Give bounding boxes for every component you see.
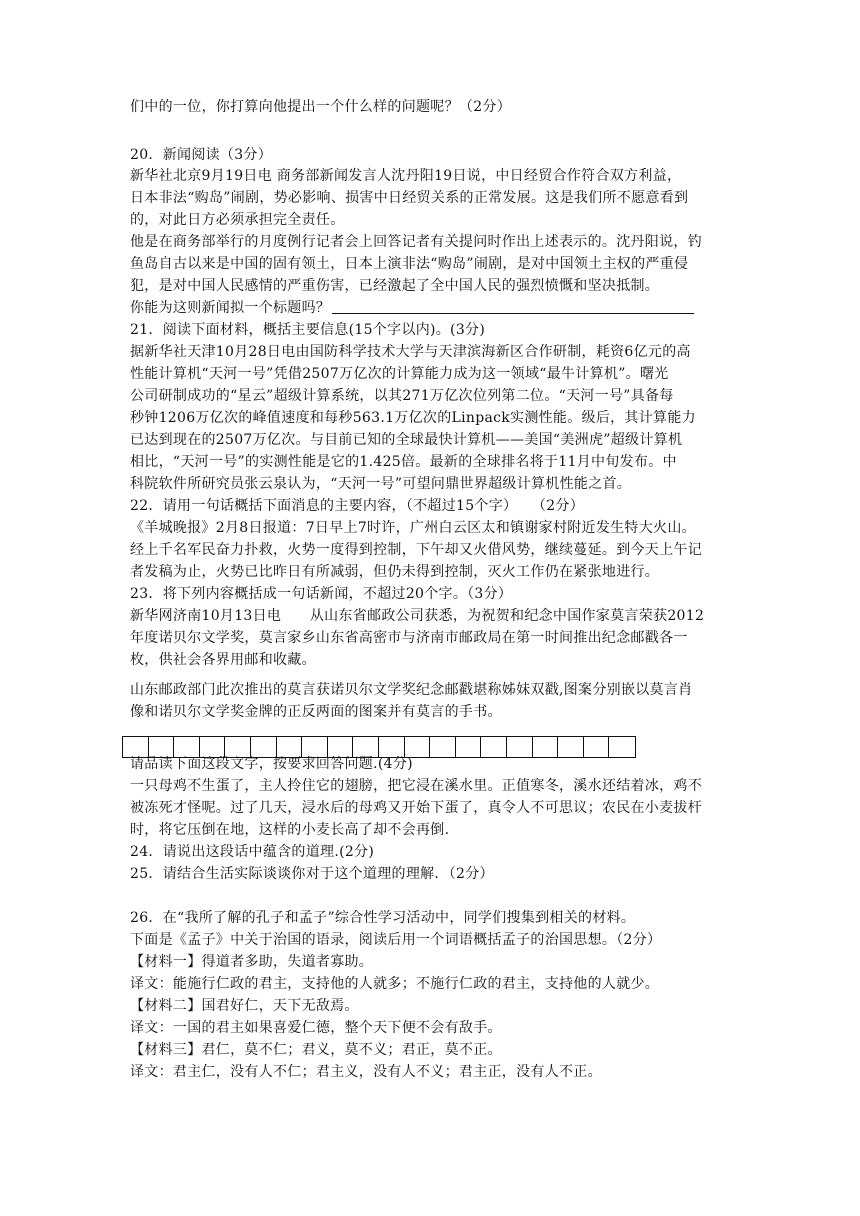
text-line [130, 364, 669, 384]
text-line [130, 1018, 502, 1038]
line-text: 24．请说出这段话中蕴含的道理.(2分) [130, 844, 375, 860]
text-line [130, 798, 702, 818]
text-line [130, 408, 696, 428]
line-text: 犯，是对中国人民感情的严重伤害，已经激起了全中国人民的强烈愤慨和坚决抵制。 [130, 278, 660, 294]
text-line [130, 276, 659, 296]
text-line [130, 386, 674, 406]
line-text: 译文：君主仁，没有人不仁；君主义，没有人不义；君主正，没有人不正。 [130, 1064, 602, 1080]
answer-grid-cell[interactable] [609, 737, 635, 757]
line-text: 公司研制成功的“星云”超级计算系统，以其271万亿次位列第二位。“天河一号”具备每 [130, 388, 674, 404]
line-text: 相比，“天河一号”的实测性能是它的1.425倍。最新的全球排名将于11月中旬发布。中 [130, 454, 677, 470]
text-line [130, 996, 359, 1016]
text-line [130, 650, 316, 670]
line-text: 《羊城晚报》2月8日报道：7日早上7时许，广州白云区太和镇谢家村附近发生特大火山。 [130, 520, 696, 536]
line-text: 23．将下列内容概括成一句话新闻，不超过20个字。（3分） [130, 586, 513, 602]
line-text: 经上千名军民奋力扑救，火势一度得到控制，下午却又火借风势，继续蔓延。到今天上午记 [130, 542, 702, 558]
line-text: 译文：能施行仁政的君主，支持他的人就多；不施行仁政的君主，支持他的人就少。 [130, 976, 660, 992]
text-line [130, 210, 345, 230]
line-text: 【材料一】得道者多助，失道者寡助。 [130, 954, 374, 970]
text-line [130, 754, 413, 774]
line-text: 【材料三】君仁，莫不仁；君义，莫不义；君正，莫不正。 [130, 1042, 502, 1058]
line-text: 秒钟1206万亿次的峰值速度和每秒563.1万亿次的Linpack实测性能。级后，其计算能力 [130, 410, 696, 426]
line-text: 枚，供社会各界用邮和收藏。 [130, 652, 316, 668]
line-text: 22．请用一句话概括下面消息的主要内容，（不超过15个字） （2分） [130, 498, 585, 514]
line-text: 下面是《孟子》中关于治国的语录，阅读后用一个词语概括孟子的治国思想。（2分） [130, 932, 662, 948]
answer-grid-cell[interactable] [507, 737, 533, 757]
text-line [130, 452, 677, 472]
line-text: 日本非法“购岛”闹剧，势必影响、损害中日经贸关系的正常发展。这是我们所不愿意看到 [130, 190, 689, 206]
text-line [130, 430, 682, 450]
line-text: 新华社北京9月19日电 商务部新闻发言人沈丹阳19日说，中日经贸合作符合双方利益， [130, 168, 682, 184]
line-text: 已达到现在的2507万亿次。与目前已知的全球最快计算机——美国“美洲虎”超级计算机 [130, 432, 683, 448]
line-text: 他是在商务部举行的月度例行记者会上回答记者有关提问时作出上述表示的。沈丹阳说，钓 [130, 234, 702, 250]
text-line [130, 776, 702, 796]
answer-grid-cell[interactable] [456, 737, 482, 757]
line-text: 性能计算机“天河一号”凭借2507万亿次的计算能力成为这一领域“最牛计算机”。曙光 [130, 366, 669, 382]
line-text: 山东邮政部门此次推出的莫言获诺贝尔文学奖纪念邮戳堪称姊妹双戳,图案分别嵌以莫言肖 [130, 682, 693, 698]
line-text: 像和诺贝尔文学奖金牌的正反两面的图案并有莫言的手书。 [130, 704, 502, 720]
line-text: 20．新闻阅读（3分） [130, 147, 273, 163]
text-line [130, 606, 704, 626]
text-line [130, 680, 692, 700]
line-text: 译文：一国的君主如果喜爱仁德，整个天下便不会有敌手。 [130, 1020, 502, 1036]
line-text: 鱼岛自古以来是中国的固有领土，日本上演非法“购岛”闹剧，是对中国领土主权的严重侵 [130, 256, 689, 272]
line-text: 科院软件所研究员张云泉认为，“天河一号”可望问鼎世界超级计算机性能之首。 [130, 476, 632, 492]
line-text: 【材料二】国君好仁，天下无敌焉。 [130, 998, 359, 1014]
text-line [130, 1040, 502, 1060]
text-line [130, 342, 691, 362]
text-line [130, 298, 694, 318]
text-line [130, 232, 702, 252]
answer-grid-cell[interactable] [558, 737, 584, 757]
text-line [130, 702, 502, 722]
text-line [130, 254, 688, 274]
line-text: 们中的一位，你打算向他提出一个什么样的问题呢？（2分） [130, 99, 512, 115]
text-line [130, 188, 688, 208]
line-text: 者发稿为止，火势已比昨日有所减弱，但仍未得到控制，灭火工作仍在紧张地进行。 [130, 564, 660, 580]
line-text: 你能为这则新闻拟一个标题吗？ [130, 300, 331, 316]
line-text: 一只母鸡不生蛋了，主人拎住它的翅膀，把它浸在溪水里。正值寒冬，溪水还结着冰，鸡不 [130, 778, 702, 794]
answer-blank[interactable] [332, 299, 694, 314]
line-text: 25．请结合生活实际谈谈你对于这个道理的理解．（2分） [130, 866, 494, 882]
text-line [130, 584, 512, 604]
answer-grid-cell[interactable] [584, 737, 610, 757]
line-text: 26．在“我所了解的孔子和孟子”综合性学习活动中，同学们搜集到相关的材料。 [130, 910, 636, 926]
line-text: 21．阅读下面材料，概括主要信息(15个字以内)。(3分) [130, 322, 486, 338]
text-line [130, 864, 494, 884]
text-line [130, 1062, 602, 1082]
text-line [130, 97, 511, 117]
text-line [130, 952, 373, 972]
answer-grid-cell[interactable] [481, 737, 507, 757]
text-line [130, 320, 485, 340]
line-text: 据新华社天津10月28日电由国防科学技术大学与天津滨海新区合作研制，耗资6亿元的高 [130, 344, 691, 360]
line-text: 的，对此日方必须承担完全责任。 [130, 212, 345, 228]
text-line [130, 166, 681, 186]
line-text: 请品读下面这段文字，按要求回答问题.(4分) [130, 756, 413, 772]
line-text: 被冻死才怪呢。过了几天，浸水后的母鸡又开始下蛋了，真令人不可思议；农民在小麦拔杆 [130, 800, 702, 816]
text-line [130, 628, 688, 648]
line-text: 新华网济南10月13日电 从山东省邮政公司获悉，为祝贺和纪念中国作家莫言荣获2012 [130, 608, 705, 624]
answer-grid-cell[interactable] [533, 737, 559, 757]
answer-grid-cell[interactable] [430, 737, 456, 757]
text-line [130, 518, 696, 538]
line-text: 年度诺贝尔文学奖，莫言家乡山东省高密市与济南市邮政局在第一时间推出纪念邮戳各一 [130, 630, 688, 646]
text-line [130, 930, 661, 950]
text-line [130, 540, 702, 560]
text-line [130, 145, 272, 165]
text-line [130, 562, 659, 582]
text-line [130, 908, 635, 928]
text-line [130, 820, 449, 840]
text-line [130, 496, 584, 516]
text-line [130, 974, 659, 994]
text-line [130, 842, 374, 862]
text-line [130, 474, 631, 494]
line-text: 时，将它压倒在地，这样的小麦长高了却不会再倒. [130, 822, 450, 838]
